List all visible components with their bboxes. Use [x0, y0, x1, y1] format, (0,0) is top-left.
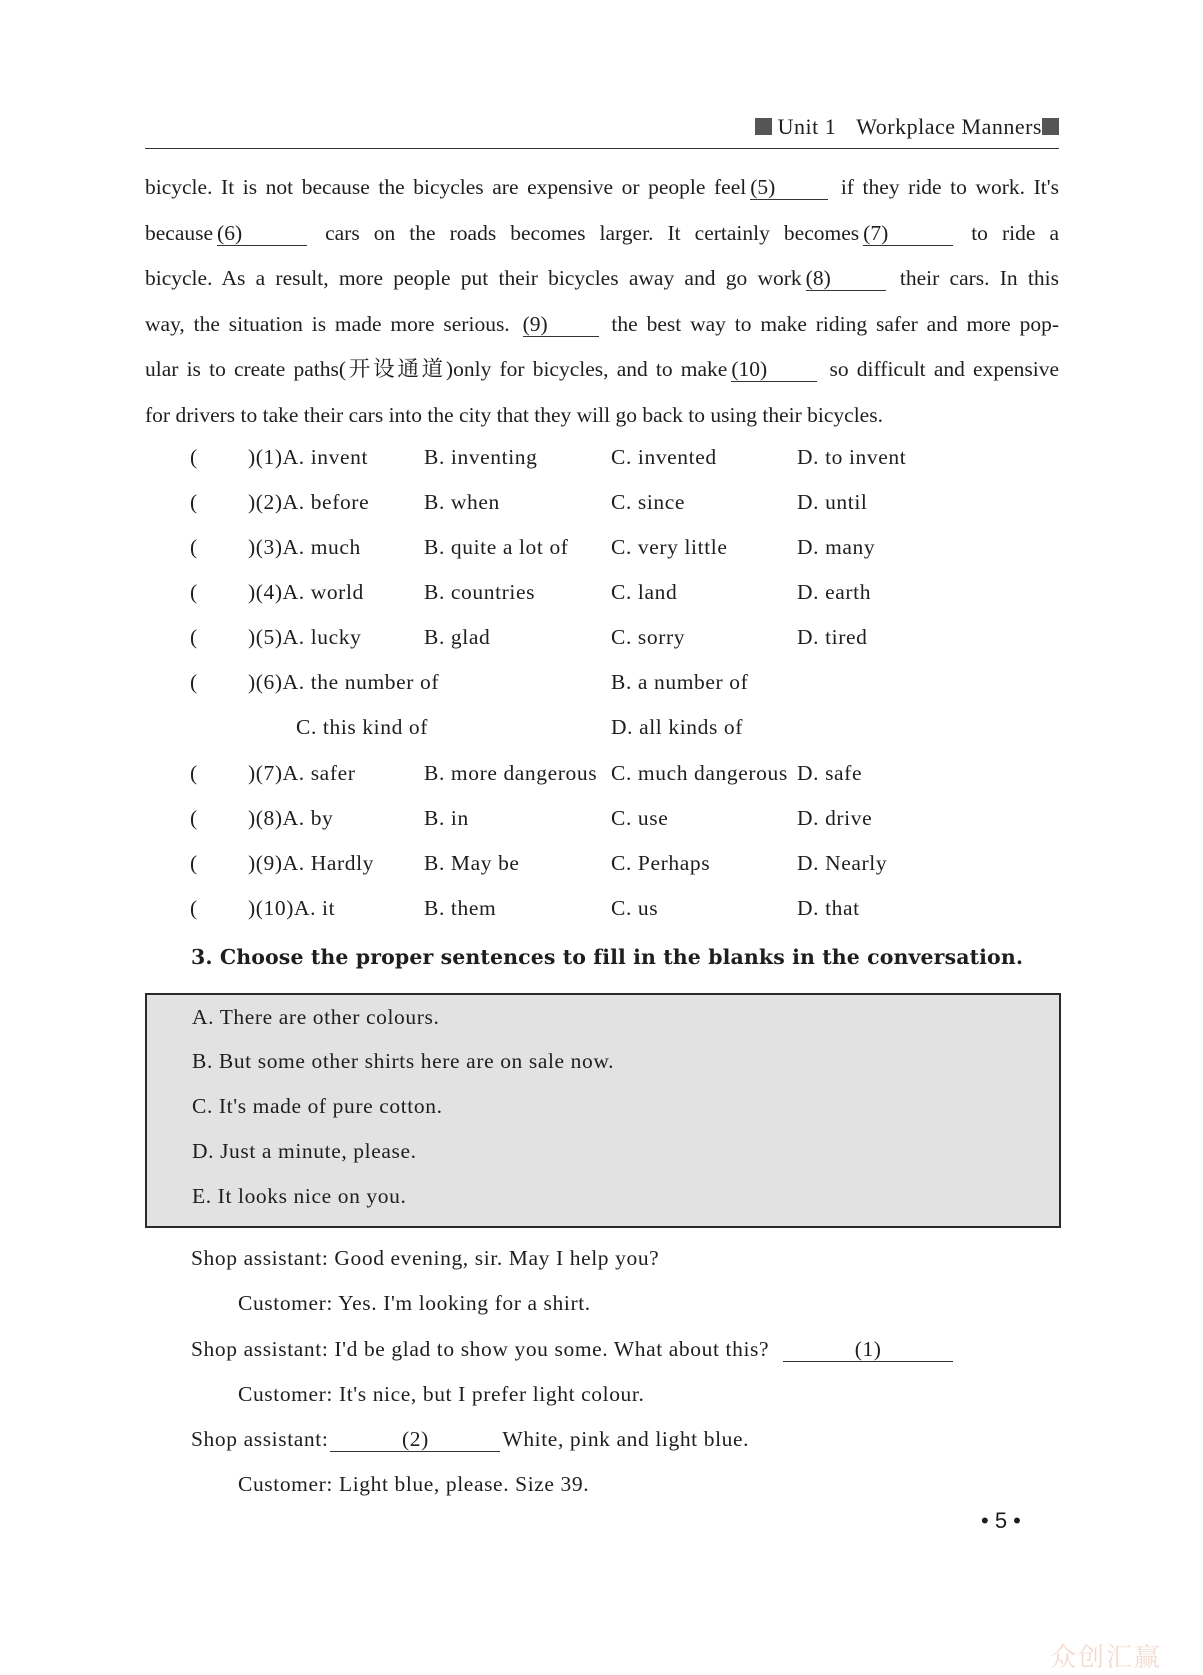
option-c: B. a number of [611, 670, 749, 694]
dialogue-line-5 [191, 1427, 749, 1452]
option-b: B. glad [424, 625, 491, 649]
option-d: D. earth [797, 580, 872, 604]
option-c: C. Perhaps [611, 851, 711, 875]
option-a: )(2)A. before [248, 490, 370, 514]
answer-bracket[interactable]: ( [190, 761, 198, 785]
cloze-blank[interactable]: (7) [863, 221, 953, 246]
passage-text: ular is to create paths(开设通道)only for bicycles, and to make [145, 357, 728, 381]
option-a: )(3)A. much [248, 535, 361, 559]
sentence-options-box [145, 993, 1061, 1228]
option-c: C. use [611, 806, 669, 830]
answer-bracket[interactable]: ( [190, 806, 198, 830]
question-row [0, 535, 1203, 575]
option-c: C. this kind of [296, 715, 429, 739]
option-d: D. Just a minute, please. [192, 1139, 417, 1163]
question-row [0, 445, 1203, 485]
page-header [145, 108, 1059, 149]
option-a: )(7)A. safer [248, 761, 356, 785]
dialogue-line-5-speaker: Shop assistant: [191, 1427, 329, 1451]
option-b: B. more dangerous [424, 761, 598, 785]
option-d: D. until [797, 490, 868, 514]
answer-bracket[interactable]: ( [190, 625, 198, 649]
header-text [755, 114, 1059, 140]
option-b: B. But some other shirts here are on sale now. [192, 1049, 615, 1073]
option-a: )(4)A. world [248, 580, 364, 604]
answer-bracket[interactable]: ( [190, 445, 198, 469]
option-d: D. many [797, 535, 876, 559]
passage-line [145, 393, 1059, 439]
option-a: )(8)A. by [248, 806, 334, 830]
cloze-blank[interactable]: (9) [523, 312, 599, 337]
cloze-blank[interactable]: (10) [731, 357, 817, 382]
cloze-blank[interactable]: (6) [217, 221, 307, 246]
question-row [0, 625, 1203, 665]
question-row [0, 490, 1203, 530]
passage-text: bicycle. It is not because the bicycles are expensive or people feel [145, 175, 747, 199]
option-c: C. invented [611, 445, 717, 469]
passage-text: for drivers to take their cars into the city that they will go back to using their bicycles. [145, 402, 883, 427]
question-row [0, 896, 1203, 936]
option-a: )(5)A. lucky [248, 625, 362, 649]
answer-blank-2[interactable]: (2) [330, 1427, 500, 1452]
passage-line [145, 211, 1059, 257]
option-b: B. in [424, 806, 469, 830]
passage-text: if they ride to work. It's [832, 175, 1060, 199]
dialogue-line-1: Shop assistant: Good evening, sir. May I help you? [191, 1246, 660, 1270]
answer-bracket[interactable]: ( [190, 535, 198, 559]
option-b: B. countries [424, 580, 536, 604]
passage-text: bicycle. As a result, more people put their bicycles away and go work [145, 266, 802, 290]
passage-text: so difficult and expensive [821, 357, 1059, 381]
dialogue-line-6: Customer: Light blue, please. Size 39. [238, 1472, 590, 1496]
square-bullet-icon [1042, 118, 1059, 135]
option-d: D. tired [797, 625, 868, 649]
answer-bracket[interactable]: ( [190, 580, 198, 604]
answer-bracket[interactable]: ( [190, 490, 198, 514]
question-row [0, 761, 1203, 801]
question-row [0, 851, 1203, 891]
square-bullet-icon [755, 118, 772, 135]
passage-text: because [145, 220, 214, 245]
option-a: )(10)A. it [248, 896, 336, 920]
option-b: B. May be [424, 851, 520, 875]
passage-line [145, 347, 1059, 393]
unit-title: Workplace Manners [856, 114, 1042, 139]
passage-text: the best way to make riding safer and more pop- [602, 311, 1059, 336]
option-b: B. inventing [424, 445, 538, 469]
answer-bracket[interactable]: ( [190, 851, 198, 875]
passage-text: cars on the roads becomes larger. It certainly becomes [311, 220, 860, 245]
option-b: B. when [424, 490, 500, 514]
option-d: D. to invent [797, 445, 907, 469]
passage-line [145, 165, 1059, 211]
option-c: C. since [611, 490, 686, 514]
dialogue-line-5-text: White, pink and light blue. [502, 1427, 750, 1451]
passage-text: to ride a [957, 220, 1059, 245]
watermark: 众创汇赢 [1050, 1643, 1163, 1673]
question-row [0, 580, 1203, 620]
option-b: B. quite a lot of [424, 535, 569, 559]
option-c: C. It's made of pure cotton. [192, 1094, 443, 1118]
option-d: D. Nearly [797, 851, 888, 875]
option-a: )(6)A. the number of [248, 670, 440, 694]
section-3-title: 3. Choose the proper sentences to fill in the blanks in the conversation. [191, 945, 1024, 969]
option-d: D. safe [797, 761, 863, 785]
option-d: D. that [797, 896, 860, 920]
page-number: • 5 • [981, 1508, 1021, 1533]
option-c: D. all kinds of [611, 715, 744, 739]
option-c: C. land [611, 580, 678, 604]
option-a: )(1)A. invent [248, 445, 369, 469]
dialogue-line-3-text: Shop assistant: I'd be glad to show you some. What about this? [191, 1337, 770, 1361]
passage-text: way, the situation is made more serious. [145, 311, 519, 336]
cloze-passage [145, 165, 1059, 438]
passage-line [145, 256, 1059, 302]
passage-line [145, 302, 1059, 348]
dialogue-line-4: Customer: It's nice, but I prefer light colour. [238, 1382, 645, 1406]
option-c: C. very little [611, 535, 728, 559]
dialogue-line-3 [191, 1337, 957, 1362]
question-row [0, 670, 1203, 710]
option-c: C. sorry [611, 625, 686, 649]
option-c: C. much dangerous [611, 761, 788, 785]
answer-blank-1[interactable]: (1) [783, 1337, 953, 1362]
passage-text: their cars. In this [889, 266, 1059, 290]
option-a: A. There are other colours. [192, 1005, 440, 1029]
dialogue-line-2: Customer: Yes. I'm looking for a shirt. [238, 1291, 591, 1315]
option-d: D. drive [797, 806, 873, 830]
option-b: B. them [424, 896, 497, 920]
option-a: )(9)A. Hardly [248, 851, 375, 875]
option-c: C. us [611, 896, 659, 920]
answer-bracket[interactable]: ( [190, 896, 198, 920]
answer-bracket[interactable]: ( [190, 670, 198, 694]
cloze-blank[interactable]: (8) [806, 266, 886, 291]
cloze-blank[interactable]: (5) [750, 175, 828, 200]
question-row [0, 715, 1203, 755]
unit-label: Unit 1 [777, 114, 837, 139]
question-row [0, 806, 1203, 846]
option-e: E. It looks nice on you. [192, 1184, 407, 1208]
